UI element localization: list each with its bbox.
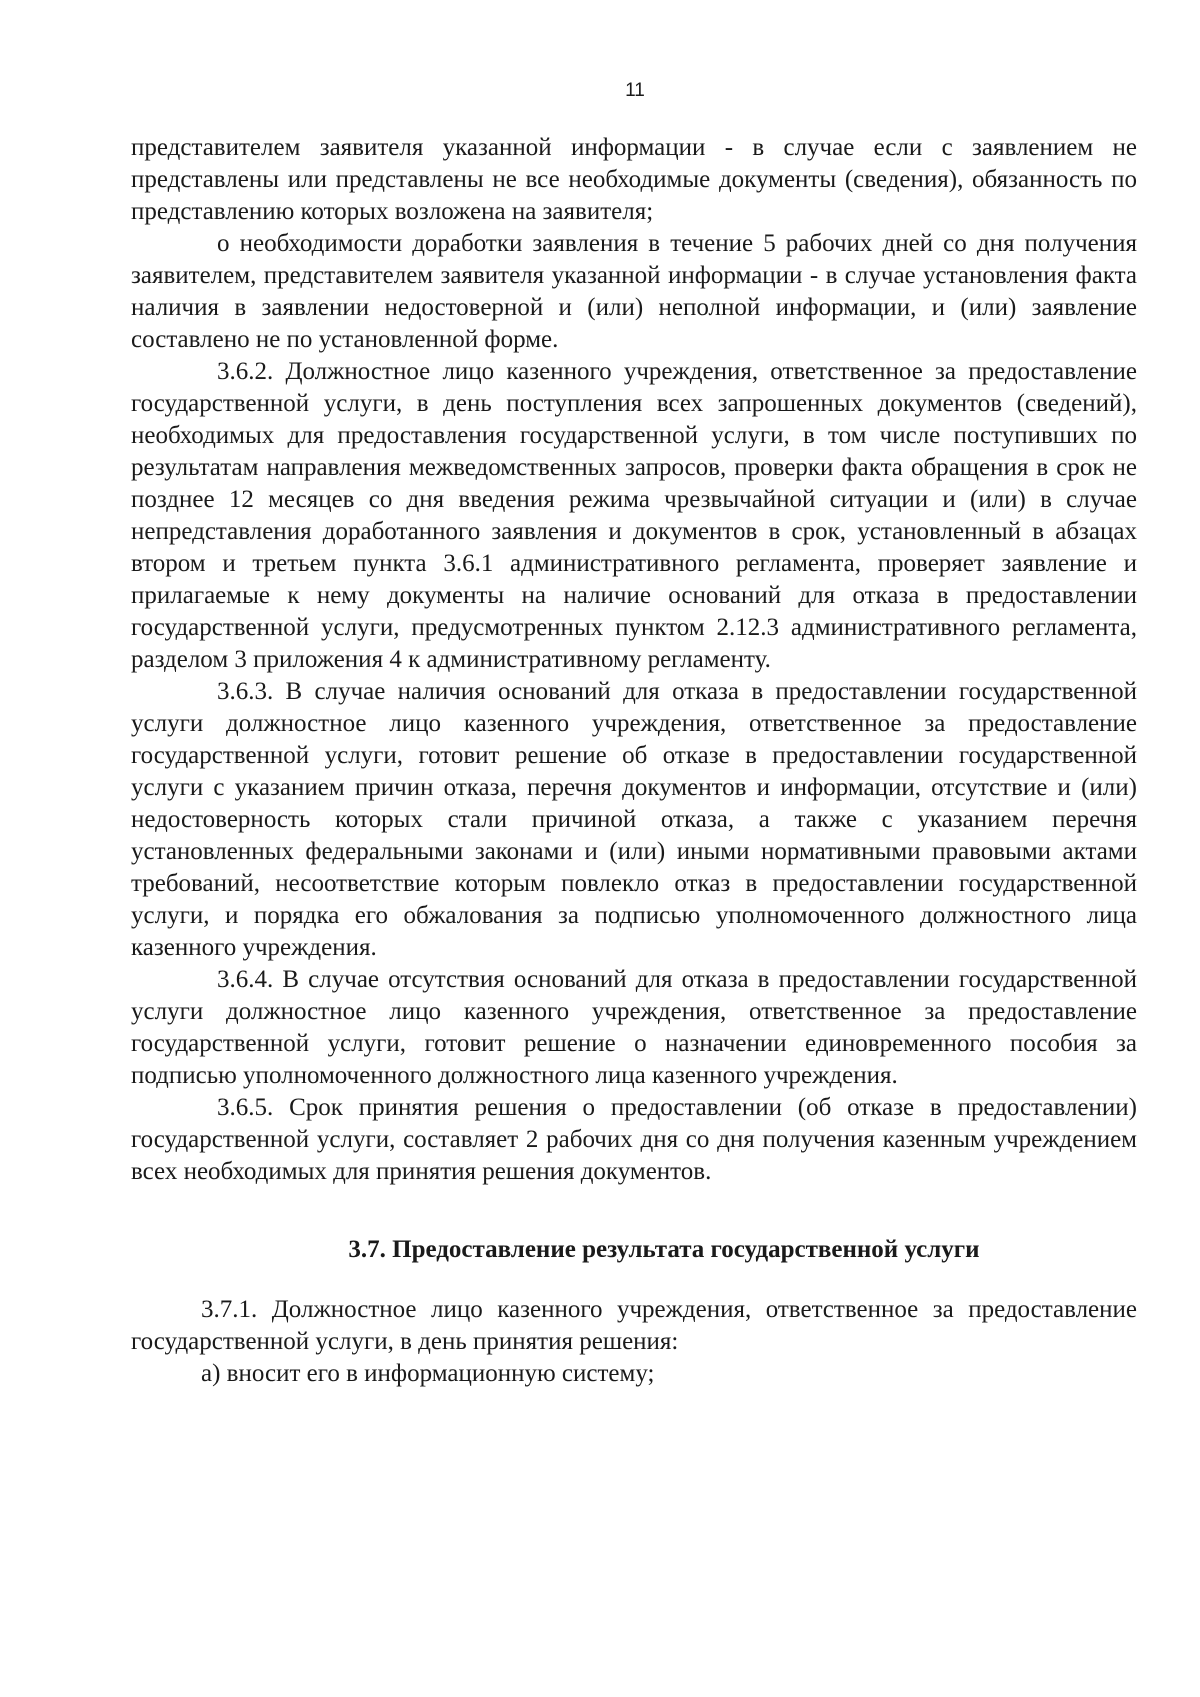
paragraph-3-6-5: 3.6.5. Срок принятия решения о предоставлении (об отказе в предоставлении) государственной услуги, составляет 2 рабочих дня со дня получения казенным учреждением всех необходимых для принятия решения документов. [131, 1094, 1137, 1185]
paragraph-3-6-2: 3.6.2. Должностное лицо казенного учреждения, ответственное за предоставление государственной услуги, в день поступления всех запрошенных документов (сведений), необходимых для предоставления государственной услуги, в том числе поступивших по результатам направления межведомственных запросов, проверки факта обращения в срок не позднее 12 месяцев со дня введения режима чрезвычайной ситуации и (или) в случае непредставления доработанного заявления и документов в срок, установленный в абзацах втором и третьем пункта 3.6.1 административного регламента, проверяет заявление и прилагаемые к нему документы на наличие оснований для отказа в предоставлении государственной услуги, предусмотренных пунктом 2.12.3 административного регламента, разделом 3 приложения 4 к административному регламенту. [131, 358, 1137, 673]
document-body [131, 132, 1137, 1390]
paragraph-3-6-3: 3.6.3. В случае наличия оснований для отказа в предоставлении государственной услуги должностное лицо казенного учреждения, ответственное за предоставление государственной услуги, готовит решение об отказе в предоставлении государственной услуги с указанием причин отказа, перечня документов и информации, отсутствие и (или) недостоверность которых стали причиной отказа, а также с указанием перечня установленных федеральными законами и (или) иными нормативными правовыми актами требований, несоответствие которым повлекло отказ в предоставлении государственной услуги, и порядка его обжалования за подписью уполномоченного должностного лица казенного учреждения. [131, 678, 1137, 961]
section-heading-3-7: 3.7. Предоставление результата государственной услуги [348, 1236, 980, 1263]
paragraph-continuation: представителем заявителя указанной информации - в случае если с заявлением не представлены или представлены не все необходимые документы (сведения), обязанность по представлению которых возложена на заявителя; [131, 134, 1137, 225]
paragraph-3-7-1: 3.7.1. Должностное лицо казенного учреждения, ответственное за предоставление государственной услуги, в день принятия решения: [131, 1296, 1137, 1355]
paragraph-3-6-4: 3.6.4. В случае отсутствия оснований для отказа в предоставлении государственной услуги должностное лицо казенного учреждения, ответственное за предоставление государственной услуги, готовит решение о назначении единовременного пособия за подписью уполномоченного должностного лица казенного учреждения. [131, 966, 1137, 1089]
page-number: 11 [625, 80, 645, 101]
paragraph-revision-notice: о необходимости доработки заявления в течение 5 рабочих дней со дня получения заявителем, представителем заявителя указанной информации - в случае установления факта наличия в заявлении недостоверной и (или) неполной информации, и (или) заявление составлено не по установленной форме. [131, 230, 1137, 353]
list-item-a: а) вносит его в информационную систему; [201, 1360, 655, 1387]
